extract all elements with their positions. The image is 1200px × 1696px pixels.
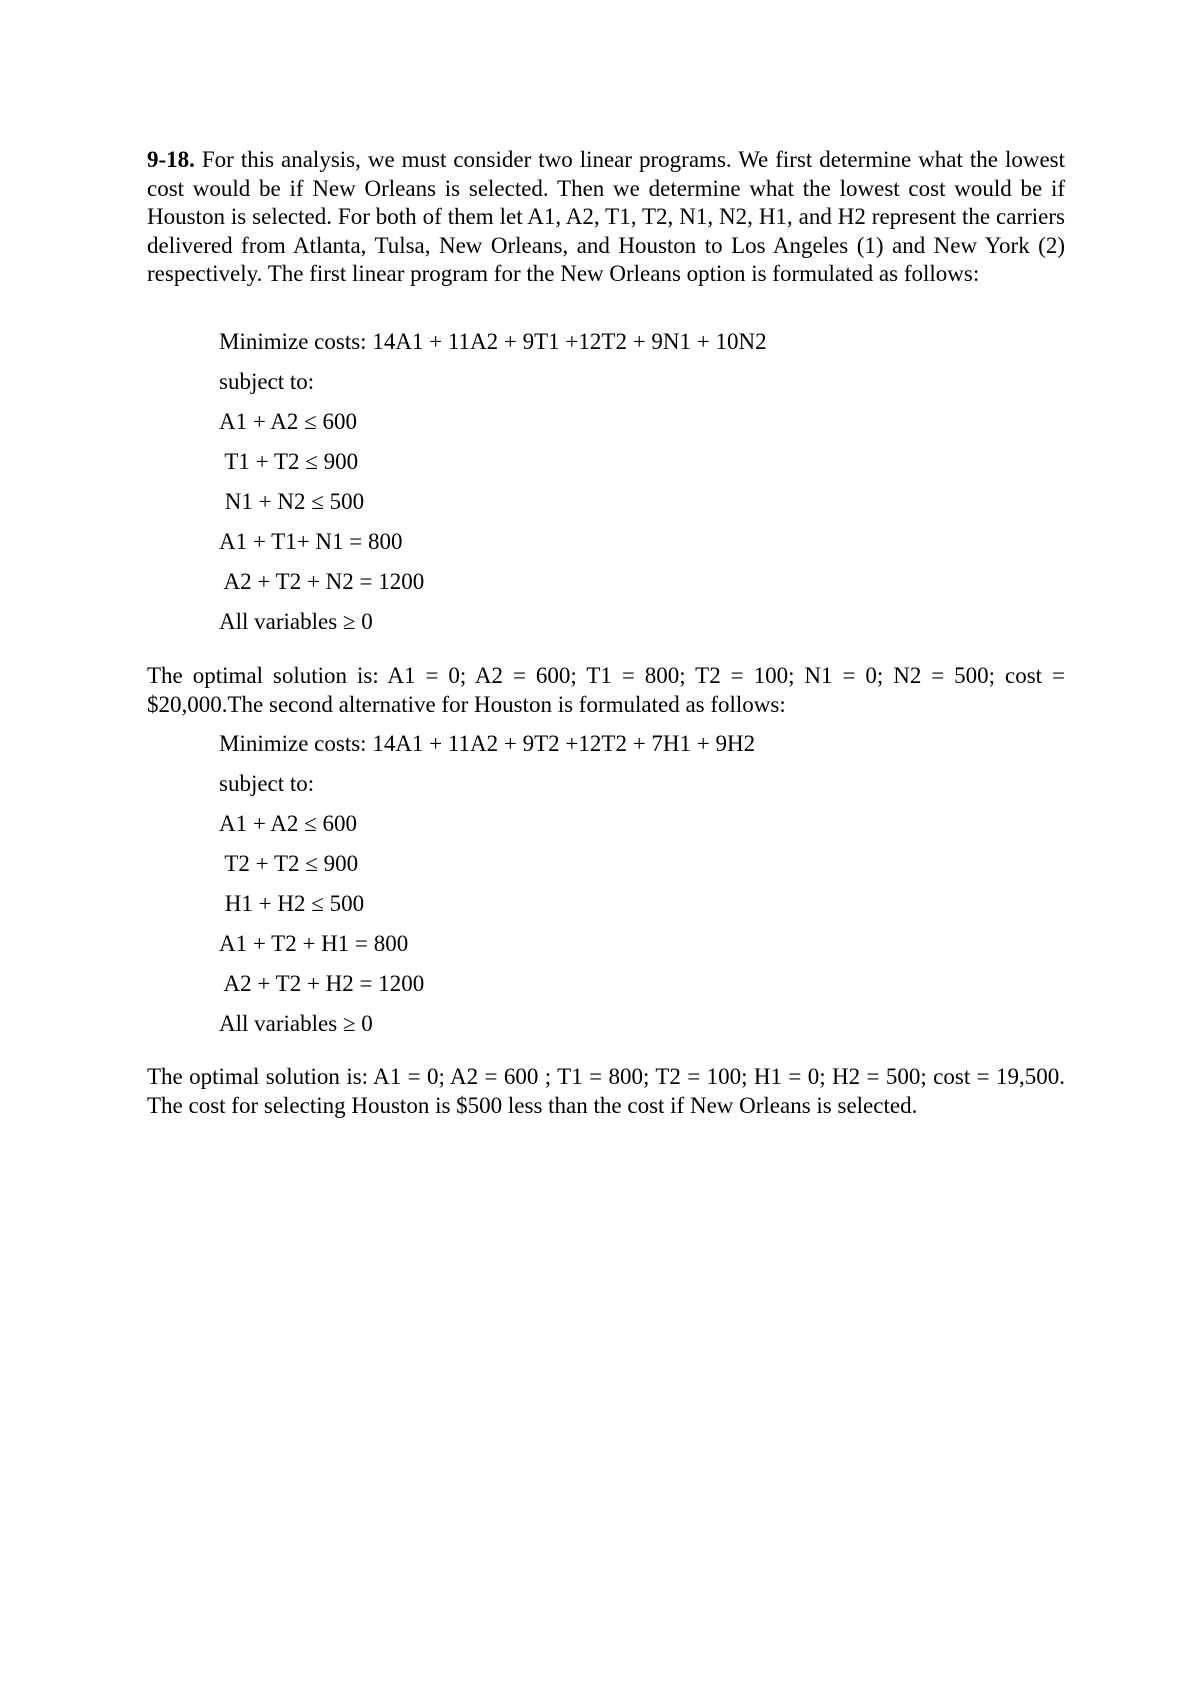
objective-function: Minimize costs: 14A1 + 11A2 + 9T2 +12T2 + 7H1 + 9H2 — [219, 731, 756, 756]
constraint-new-orleans-supply: N1 + N2 ≤ 500 — [219, 489, 365, 514]
constraint-tulsa-supply: T2 + T2 ≤ 900 — [219, 851, 359, 876]
subject-to-label: subject to: — [219, 369, 315, 394]
constraint-atlanta-supply: A1 + A2 ≤ 600 — [219, 811, 358, 836]
constraint-los-angeles-demand: A1 + T1+ N1 = 800 — [219, 529, 403, 554]
new-orleans-result-paragraph: The optimal solution is: A1 = 0; A2 = 600; T1 = 800; T2 = 100; N1 = 0; N2 = 500; cost = $20,000.The second alternative for Houston is formulated as follows: — [147, 663, 1065, 717]
subject-to-label: subject to: — [219, 771, 315, 796]
nonnegativity-constraint: All variables ≥ 0 — [219, 609, 373, 634]
constraint-new-york-demand: A2 + T2 + H2 = 1200 — [219, 971, 425, 996]
objective-function: Minimize costs: 14A1 + 11A2 + 9T1 +12T2 + 9N1 + 10N2 — [219, 329, 767, 354]
constraint-new-york-demand: A2 + T2 + N2 = 1200 — [219, 569, 425, 594]
problem-intro-text: For this analysis, we must consider two linear programs. We first determine what the lowest cost would be if New Orleans is selected. Then we determine what the lowest cost would be if Houston is selected. For both of them let A1, A2, T1, T2, N1, N2, H1, and H2 represent the carriers delivered from Atlanta, Tulsa, New Orleans, and Houston to Los Angeles (1) and New York (2) respectively. The first linear program for the New Orleans option is formulated as follows: — [147, 147, 1065, 286]
constraint-tulsa-supply: T1 + T2 ≤ 900 — [219, 449, 359, 474]
constraint-houston-supply: H1 + H2 ≤ 500 — [219, 891, 365, 916]
problem-intro-paragraph — [147, 146, 1065, 289]
houston-linear-program — [219, 730, 755, 1050]
constraint-los-angeles-demand: A1 + T2 + H1 = 800 — [219, 931, 409, 956]
nonnegativity-constraint: All variables ≥ 0 — [219, 1011, 373, 1036]
houston-result-paragraph: The optimal solution is: A1 = 0; A2 = 600 ; T1 = 800; T2 = 100; H1 = 0; H2 = 500; cost = 19,500. The cost for selecting Houston is $500 less than the cost if New Orleans is selected. — [147, 1064, 1065, 1118]
constraint-atlanta-supply: A1 + A2 ≤ 600 — [219, 409, 358, 434]
new-orleans-linear-program — [219, 328, 767, 648]
problem-number: 9-18. — [147, 147, 195, 172]
